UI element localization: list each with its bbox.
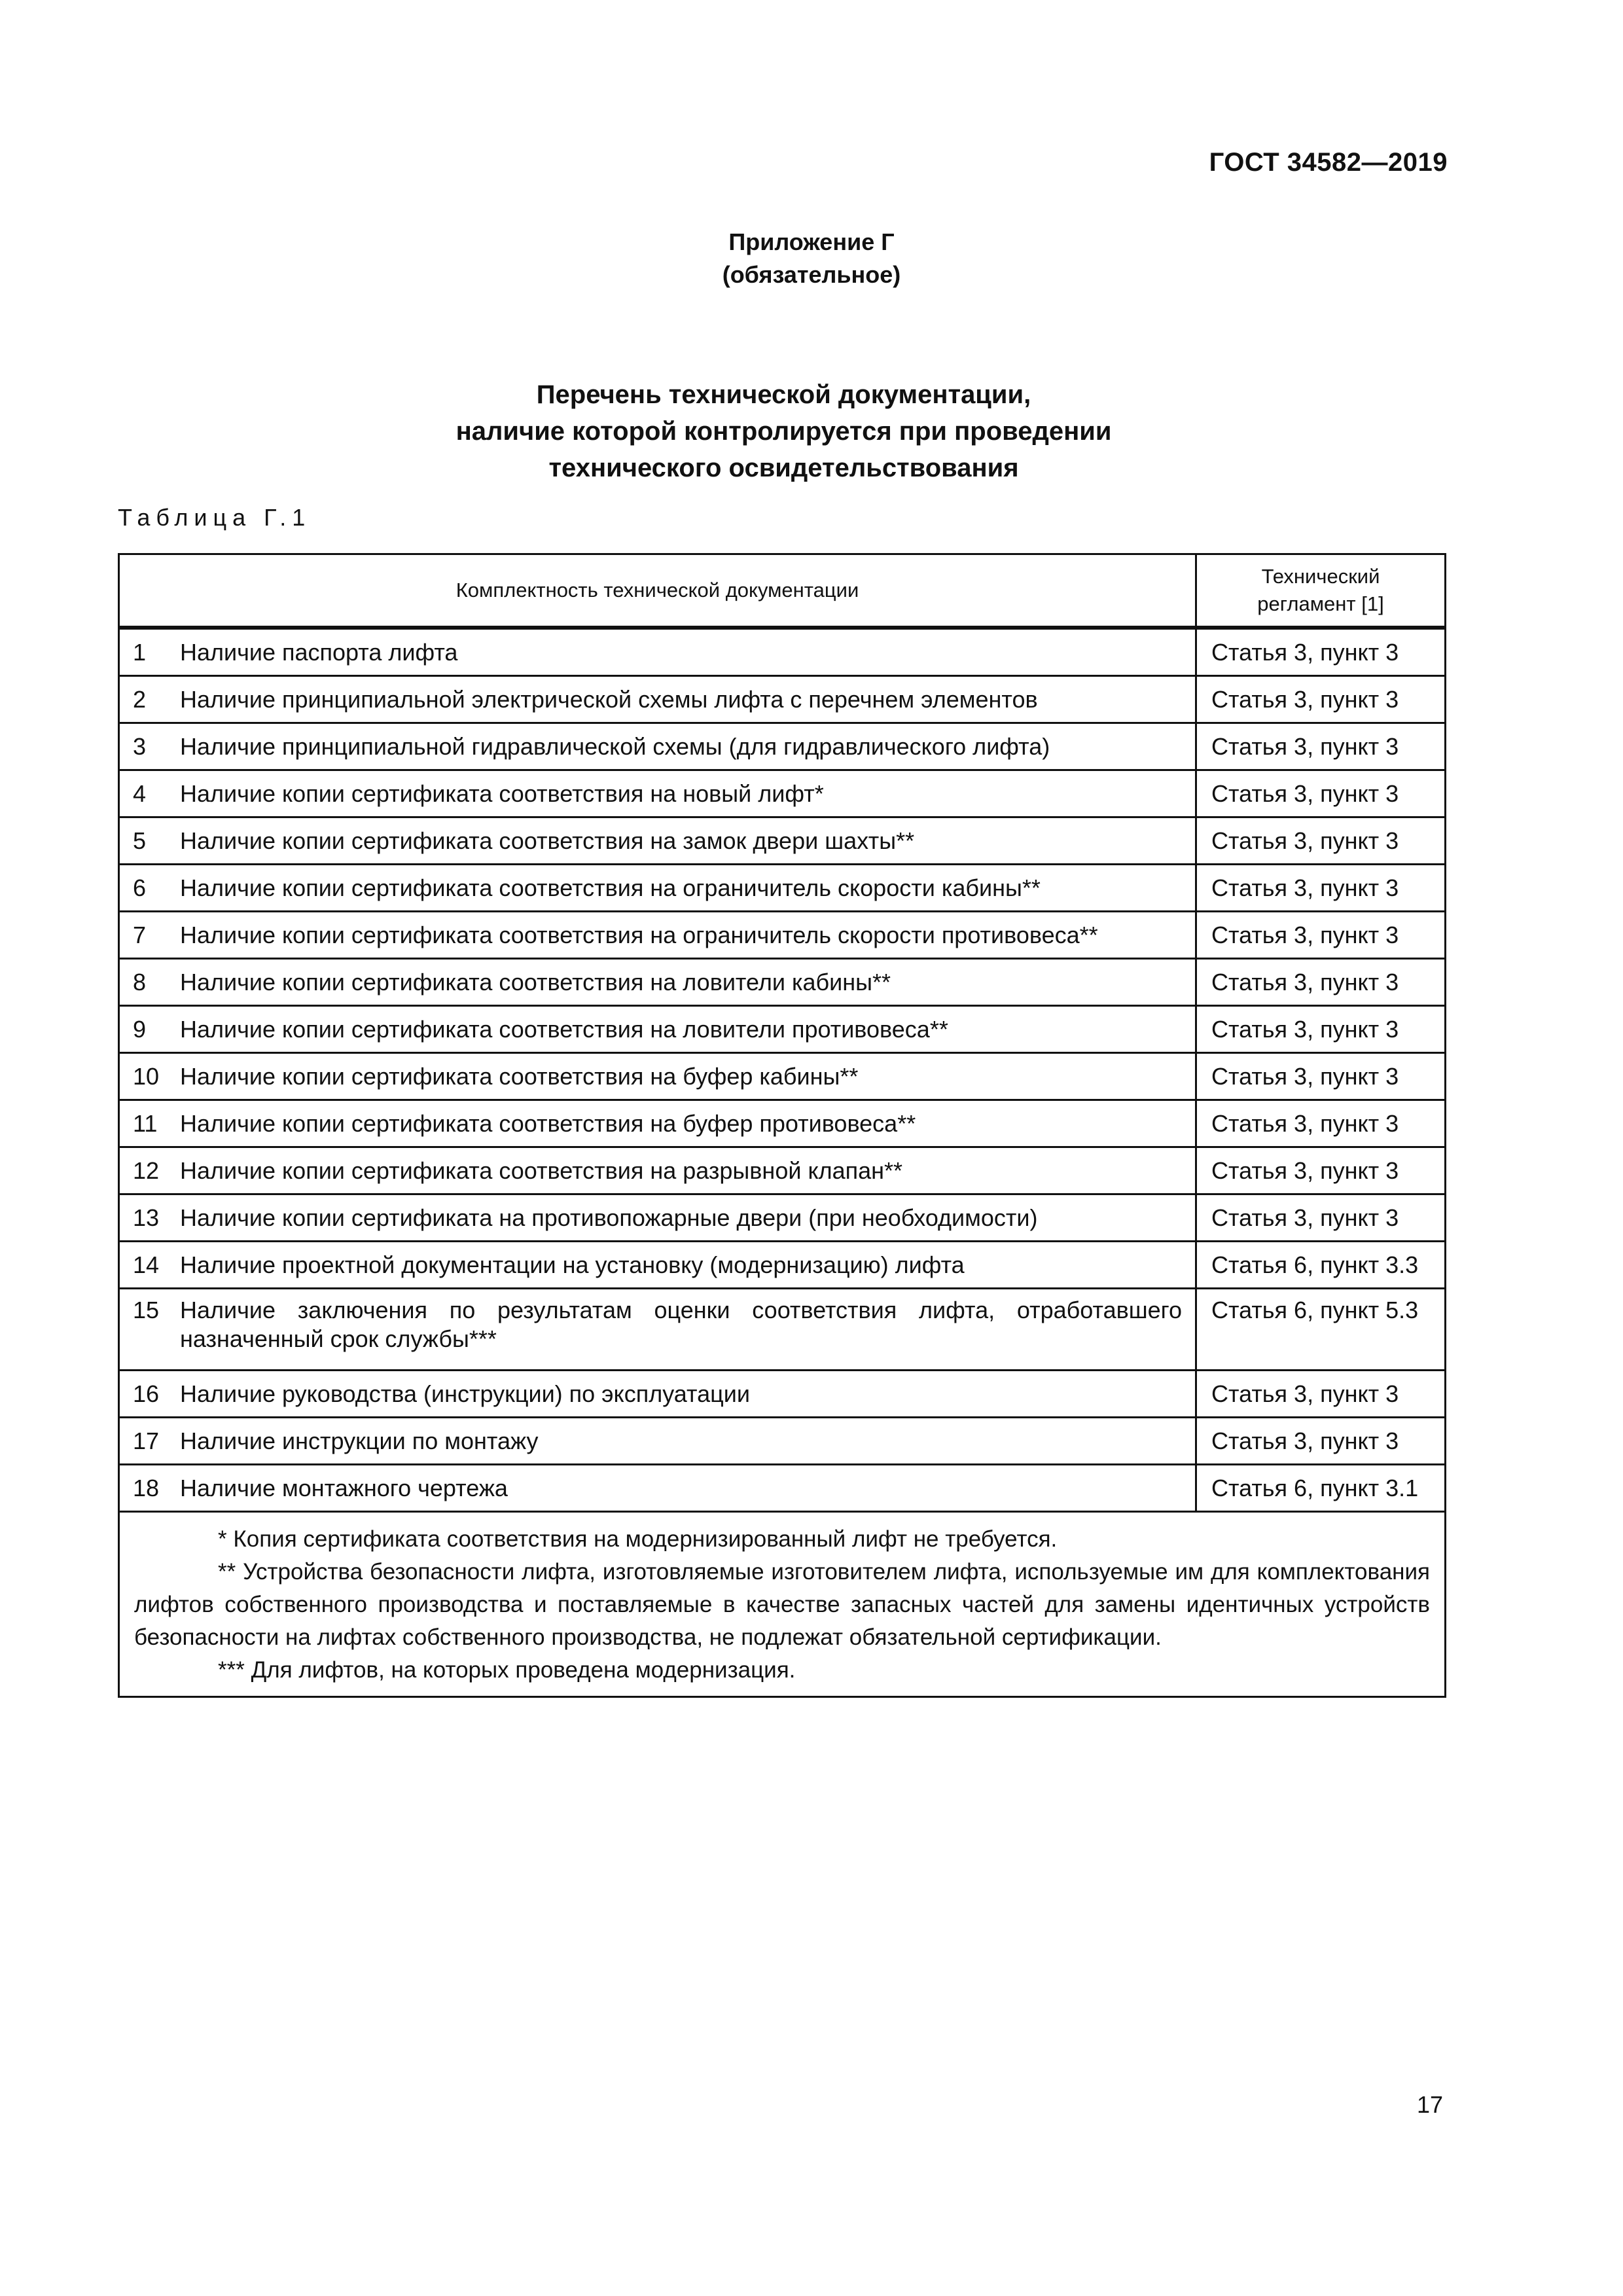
row-regulation-ref: Статья 3, пункт 3 [1196, 770, 1446, 817]
table-body [119, 628, 1446, 1697]
row-number: 17 [133, 1427, 160, 1454]
row-description-cell [119, 1100, 1196, 1147]
row-text: Наличие руководства (инструкции) по эксплуатации [180, 1380, 750, 1407]
row-number: 11 [133, 1109, 158, 1137]
table-row [119, 723, 1446, 770]
row-description-cell [119, 865, 1196, 912]
table-row [119, 1418, 1446, 1465]
table-row [119, 1147, 1446, 1194]
row-text: Наличие проектной документации на установку (модернизацию) лифта [180, 1251, 965, 1278]
page-number: 17 [1416, 2091, 1443, 2118]
row-text: Наличие копии сертификата соответствия на буфер противовеса** [180, 1109, 916, 1137]
row-regulation-ref: Статья 3, пункт 3 [1196, 912, 1446, 959]
row-regulation-ref: Статья 6, пункт 3.1 [1196, 1465, 1446, 1512]
row-number: 10 [133, 1062, 160, 1090]
row-regulation-ref: Статья 3, пункт 3 [1196, 817, 1446, 865]
row-number: 1 [133, 638, 147, 666]
row-number: 7 [133, 921, 147, 948]
row-description-cell [119, 628, 1196, 676]
row-regulation-ref: Статья 3, пункт 3 [1196, 1006, 1446, 1053]
appendix-title: Приложение Г [728, 228, 895, 255]
table-notes-row [119, 1512, 1446, 1697]
table-row [119, 865, 1446, 912]
table-row [119, 1100, 1446, 1147]
row-regulation-ref: Статья 3, пункт 3 [1196, 1371, 1446, 1418]
table-row [119, 817, 1446, 865]
row-description-cell [119, 1371, 1196, 1418]
row-text: Наличие принципиальной электрической схемы лифта с перечнем элементов [180, 685, 1038, 713]
row-description-cell [119, 959, 1196, 1006]
table-row [119, 1371, 1446, 1418]
header-documentation-set: Комплектность технической документации [119, 554, 1196, 628]
row-regulation-ref: Статья 6, пункт 3.3 [1196, 1242, 1446, 1289]
row-number: 6 [133, 874, 147, 901]
table-container [118, 553, 1446, 1698]
row-text: Наличие копии сертификата соответствия на ловители кабины** [180, 968, 891, 996]
table-row [119, 628, 1446, 676]
footnote-1: * Копия сертификата соответствия на модернизированный лифт не требуется. [218, 1526, 1058, 1552]
row-description-cell [119, 1053, 1196, 1100]
row-regulation-ref: Статья 3, пункт 3 [1196, 676, 1446, 723]
document-title-line-2: наличие которой контролируется при проведении [455, 417, 1112, 446]
row-regulation-ref: Статья 3, пункт 3 [1196, 865, 1446, 912]
row-regulation-ref: Статья 3, пункт 3 [1196, 628, 1446, 676]
document-title-line-1: Перечень технической документации, [536, 380, 1031, 409]
table-row [119, 1053, 1446, 1100]
row-regulation-ref: Статья 3, пункт 3 [1196, 1053, 1446, 1100]
document-title [0, 376, 1567, 486]
appendix-status: (обязательное) [722, 261, 901, 288]
table-row [119, 770, 1446, 817]
row-number: 13 [133, 1204, 160, 1231]
row-description-cell [119, 770, 1196, 817]
row-text: Наличие копии сертификата соответствия на ограничитель скорости кабины** [180, 874, 1041, 901]
row-text: Наличие инструкции по монтажу [180, 1427, 539, 1454]
row-text: Наличие копии сертификата соответствия на разрывной клапан** [180, 1157, 903, 1184]
table-row [119, 912, 1446, 959]
row-description-cell [119, 676, 1196, 723]
table-row [119, 959, 1446, 1006]
row-regulation-ref: Статья 3, пункт 3 [1196, 959, 1446, 1006]
table-row [119, 676, 1446, 723]
row-description-cell [119, 1289, 1196, 1371]
row-number: 4 [133, 780, 147, 807]
footnote-2: ** Устройства безопасности лифта, изготовляемые изготовителем лифта, используемые им для комплектования лифтов собственного производства и поставляемые в качестве запасных частей для замены идентичных устройств безопасности на лифтах собственного производства, не подлежат обязательной сертификации. [134, 1559, 1430, 1650]
row-text: Наличие принципиальной гидравлической схемы (для гидравлического лифта) [180, 732, 1050, 760]
footnote-3: *** Для лифтов, на которых проведена модернизация. [218, 1657, 796, 1683]
row-number: 5 [133, 827, 147, 854]
header-technical-regulation [1196, 554, 1446, 628]
document-title-line-3: технического освидетельствования [548, 454, 1019, 482]
table-row [119, 1006, 1446, 1053]
documentation-table [118, 553, 1446, 1698]
row-description-cell [119, 1147, 1196, 1194]
row-number: 16 [133, 1380, 160, 1407]
row-number: 15 [133, 1297, 160, 1323]
row-description-cell [119, 817, 1196, 865]
row-regulation-ref: Статья 3, пункт 3 [1196, 1418, 1446, 1465]
row-text: Наличие заключения по результатам оценки соответствия лифта, отработавшего назначенный срок службы*** [180, 1297, 1182, 1352]
row-description-cell [119, 1465, 1196, 1512]
row-description-cell [119, 1242, 1196, 1289]
table-row [119, 1242, 1446, 1289]
row-regulation-ref: Статья 3, пункт 3 [1196, 1194, 1446, 1242]
row-number: 8 [133, 968, 147, 996]
row-description-cell [119, 1006, 1196, 1053]
header-regulation-line-1: Технический [1261, 565, 1380, 588]
row-number: 3 [133, 732, 147, 760]
row-regulation-ref: Статья 6, пункт 5.3 [1196, 1289, 1446, 1371]
row-text: Наличие копии сертификата соответствия на замок двери шахты** [180, 827, 915, 854]
row-number: 12 [133, 1157, 160, 1184]
row-number: 9 [133, 1015, 147, 1043]
standard-code: ГОСТ 34582—2019 [1209, 148, 1448, 177]
table-row [119, 1194, 1446, 1242]
table-header-row [119, 554, 1446, 628]
row-text: Наличие копии сертификата соответствия на новый лифт* [180, 780, 824, 807]
appendix-heading [0, 226, 1623, 291]
row-regulation-ref: Статья 3, пункт 3 [1196, 1100, 1446, 1147]
table-notes [119, 1512, 1446, 1697]
row-description-cell [119, 1418, 1196, 1465]
table-row [119, 1289, 1446, 1371]
row-description-cell [119, 723, 1196, 770]
row-description-cell [119, 1194, 1196, 1242]
table-row [119, 1465, 1446, 1512]
header-regulation-line-2: регламент [1] [1257, 592, 1384, 615]
table-caption: Таблица Г.1 [118, 504, 312, 531]
row-text: Наличие копии сертификата соответствия на буфер кабины** [180, 1062, 859, 1090]
row-number: 2 [133, 685, 147, 713]
row-regulation-ref: Статья 3, пункт 3 [1196, 723, 1446, 770]
row-text: Наличие копии сертификата соответствия на ограничитель скорости противовеса** [180, 921, 1098, 948]
row-regulation-ref: Статья 3, пункт 3 [1196, 1147, 1446, 1194]
row-number: 14 [133, 1251, 160, 1278]
row-text: Наличие монтажного чертежа [180, 1474, 508, 1501]
row-description-cell [119, 912, 1196, 959]
row-text: Наличие копии сертификата соответствия на ловители противовеса** [180, 1015, 948, 1043]
row-text: Наличие паспорта лифта [180, 638, 458, 666]
row-text: Наличие копии сертификата на противопожарные двери (при необходимости) [180, 1204, 1038, 1231]
row-number: 18 [133, 1474, 160, 1501]
